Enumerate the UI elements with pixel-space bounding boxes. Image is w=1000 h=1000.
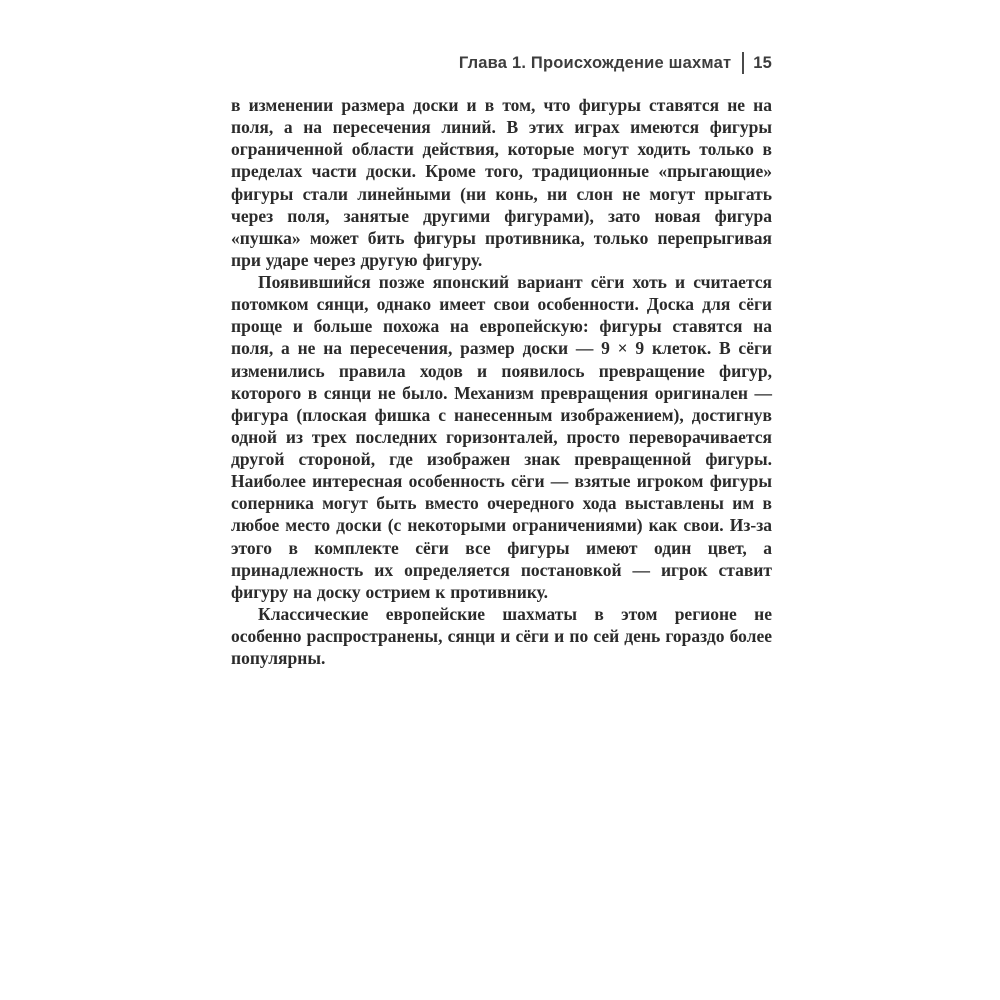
paragraph: в изменении размера доски и в том, что фигуры ставятся не на поля, а на пересечения линий. В этих играх имеются фигуры ограниченной области действия, которые могут ходить только в пределах части доски. Кроме того, традиционные «прыгающие» фигуры стали линейными (ни конь, ни слон не могут прыгать через поля, занятые другими фигурами), зато новая фигура «пушка» может бить фигуры противника, только перепрыгивая при ударе через другую фигуру.: [231, 95, 772, 270]
text-block: [231, 52, 772, 669]
header-divider: [742, 52, 744, 74]
body-text: [231, 94, 772, 669]
paragraph: Классические европейские шахматы в этом регионе не особенно распространены, сянци и сёги и по сей день гораздо более популярны.: [231, 603, 772, 669]
paragraph: Появившийся позже японский вариант сёги хоть и считается потомком сянци, однако имеет свои особенности. Доска для сёги проще и больше похожа на европейскую: фигуры ставятся на поля, а не на пересечения, размер доски — 9 × 9 клеток. В сёги изменились правила ходов и появилось превращение фигур, которого в сянци не было. Механизм превращения оригинален — фигура (плоская фишка с нанесенным изображением), достигнув одной из трех последних горизонталей, просто переворачивается другой стороной, где изображен знак превращенной фигуры. Наиболее интересная особенность сёги — взятые игроком фигуры соперника могут быть вместо очередного хода выставлены им в любое место доски (с некоторыми ограничениями) как свои. Из-за этого в комплекте сёги все фигуры имеют один цвет, а принадлежность их определяется постановкой — игрок ставит фигуру на доску острием к противнику.: [231, 272, 772, 602]
page-header: [231, 52, 772, 74]
chapter-title: Глава 1. Происхождение шахмат: [458, 53, 732, 72]
page-number: 15: [753, 53, 772, 72]
